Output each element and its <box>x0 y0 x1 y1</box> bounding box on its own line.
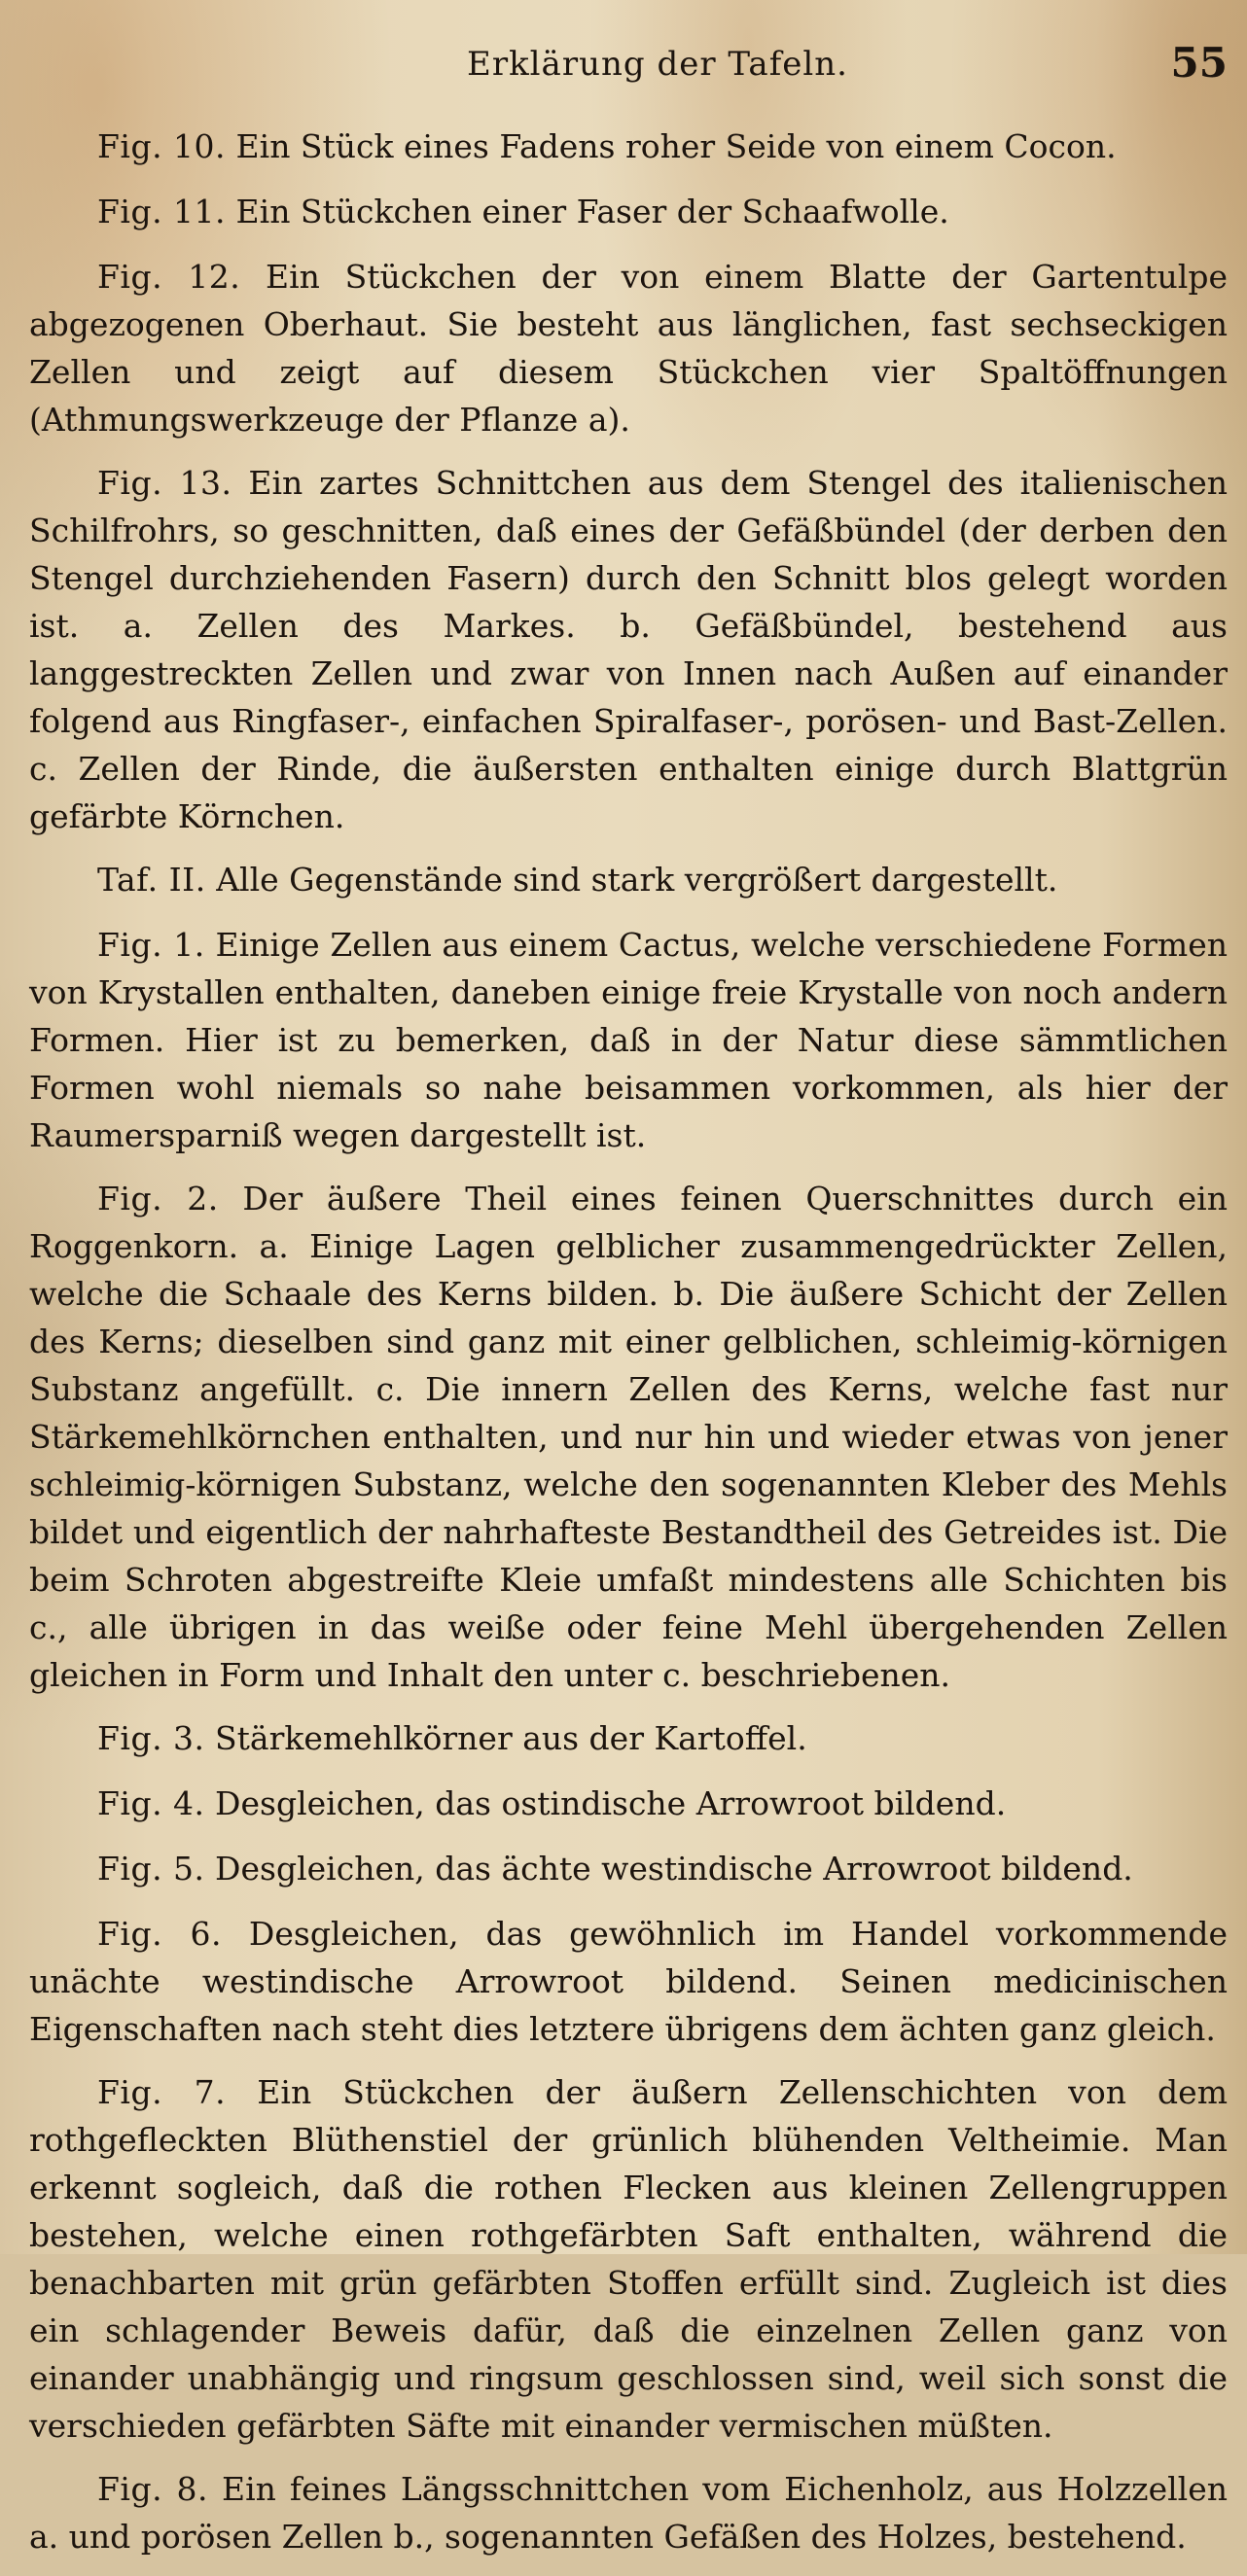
entry-text: Desgleichen, das ostindische Arrowroot bildend. <box>215 1784 1007 1822</box>
entry-text: Desgleichen, das ächte westindische Arrowroot bildend. <box>215 1850 1133 1888</box>
entry-fig-12 <box>29 253 1228 443</box>
entry-fig-2 <box>29 1175 1228 1699</box>
entry-label: Fig. 6. <box>97 1915 222 1953</box>
entry-taf-2 <box>29 856 1228 903</box>
entry-text: Desgleichen, das gewöhnlich im Handel vorkommende unächte westindische Arrowroot bildend. Seinen medicinischen Eigenschaften nach steht dies letztere übrigens dem ächten ganz gleich. <box>29 1915 1228 2048</box>
entry-fig-13 <box>29 459 1228 840</box>
entry-label: Fig. 2. <box>97 1180 219 1217</box>
entry-fig-1 <box>29 921 1228 1159</box>
entry-text: Ein Stückchen der von einem Blatte der Gartentulpe abgezogenen Oberhaut. Sie besteht aus länglichen, fast sechseckigen Zellen und zeigt auf diesem Stückchen vier Spaltöffnungen (Athmungswerkzeuge der Pflanze a). <box>29 258 1228 439</box>
entry-label: Fig. 13. <box>97 464 232 502</box>
entry-text: Ein Stück eines Fadens roher Seide von einem Cocon. <box>235 127 1117 165</box>
entry-label: Fig. 5. <box>97 1850 205 1888</box>
entry-fig-3 <box>29 1714 1228 1762</box>
entry-label: Fig. 3. <box>97 1719 205 1757</box>
entry-fig-4 <box>29 1780 1228 1827</box>
entry-text: Ein zartes Schnittchen aus dem Stengel des italienischen Schilfrohrs, so geschnitten, daß eines der Gefäßbündel (der derben den Stengel durchziehenden Fasern) durch den Schnitt blos gelegt worden ist. a. Zellen des Markes. b. Gefäßbündel, bestehend aus langgestreckten Zellen und zwar von Innen nach Außen auf einander folgend aus Ringfaser-, einfachen Spiralfaser-, porösen- und Bast-Zellen. c. Zellen der Rinde, die äußersten enthalten einige durch Blattgrün gefärbte Körnchen. <box>29 464 1228 835</box>
page-number: 55 <box>1170 39 1228 87</box>
entry-fig-5 <box>29 1845 1228 1892</box>
entry-label: Fig. 4. <box>97 1784 205 1822</box>
entry-fig-11 <box>29 188 1228 235</box>
entry-fig-8 <box>29 2465 1228 2560</box>
page-header <box>0 39 1247 97</box>
entry-text: Ein feines Längsschnittchen vom Eichenholz, aus Holzzellen a. und porösen Zellen b., sogenannten Gefäßen des Holzes, bestehend. <box>29 2470 1228 2556</box>
entry-label: Fig. 12. <box>97 258 241 296</box>
entry-label: Fig. 7. <box>97 2073 227 2111</box>
entry-label: Taf. II. <box>97 861 206 899</box>
entry-text: Der äußere Theil eines feinen Querschnittes durch ein Roggenkorn. a. Einige Lagen gelblicher zusammengedrückter Zellen, welche die Schaale des Kerns bilden. b. Die äußere Schicht der Zellen des Kerns; dieselben sind ganz mit einer gelblichen, schleimig-körnigen Substanz angefüllt. c. Die innern Zellen des Kerns, welche fast nur Stärkemehlkörnchen enthalten, und nur hin und wieder etwas von jener schleimig-körnigen Substanz, welche den sogenannten Kleber des Mehls bildet und eigentlich der nahrhafteste Bestandtheil des Getreides ist. Die beim Schroten abgestreifte Kleie umfaßt mindestens alle Schichten bis c., alle übrigen in das weiße oder feine Mehl übergehenden Zellen gleichen in Form und Inhalt den unter c. beschriebenen. <box>29 1180 1228 1694</box>
entry-text: Einige Zellen aus einem Cactus, welche verschiedene Formen von Krystallen enthalten, daneben einige freie Krystalle von noch andern Formen. Hier ist zu bemerken, daß in der Natur diese sämmtlichen Formen wohl niemals so nahe beisammen vorkommen, als hier der Raumersparniß wegen dargestellt ist. <box>29 926 1228 1154</box>
running-title: Erklärung der Tafeln. <box>467 45 848 84</box>
entry-text: Ein Stückchen der äußern Zellenschichten von dem rothgefleckten Blüthenstiel der grünlich blühenden Veltheimie. Man erkennt sogleich, daß die rothen Flecken aus kleinen Zellengruppen bestehen, welche einen rothgefärbten Saft enthalten, während die benachbarten mit grün gefärbten Stoffen erfüllt sind. Zugleich ist dies ein schlagender Beweis dafür, daß die einzelnen Zellen ganz von einander unabhängig und ringsum geschlossen sind, weil sich sonst die verschieden gefärbten Säfte mit einander vermischen müßten. <box>29 2073 1228 2445</box>
entry-label: Fig. 10. <box>97 127 227 165</box>
entry-label: Fig. 8. <box>97 2470 209 2508</box>
entry-text: Ein Stückchen einer Faser der Schaafwolle. <box>235 193 949 230</box>
entry-fig-7 <box>29 2068 1228 2450</box>
entry-fig-6 <box>29 1910 1228 2053</box>
entry-text: Alle Gegenstände sind stark vergrößert dargestellt. <box>216 861 1058 899</box>
entry-text: Stärkemehlkörner aus der Kartoffel. <box>215 1719 807 1757</box>
entry-fig-10 <box>29 123 1228 170</box>
entry-label: Fig. 11. <box>97 193 227 230</box>
entry-label: Fig. 1. <box>97 926 205 964</box>
page-body <box>29 123 1228 2576</box>
